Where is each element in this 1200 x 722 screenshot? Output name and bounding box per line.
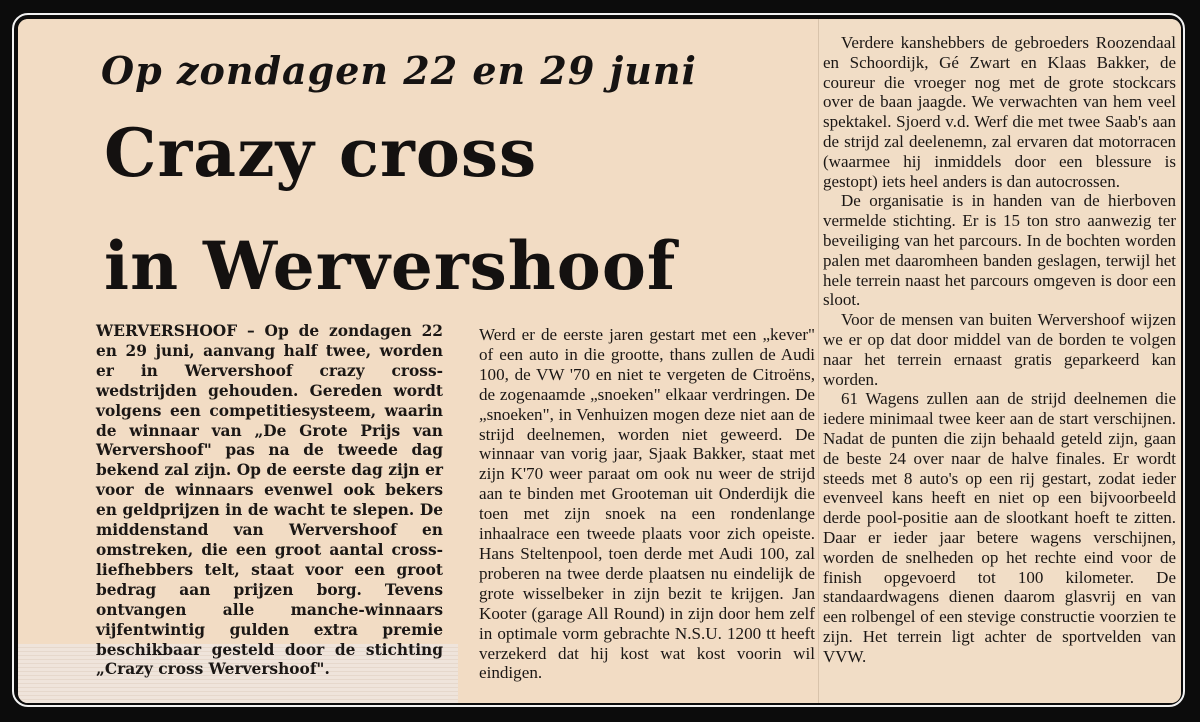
body-paragraph: Verdere kanshebbers de gebroeders Roozendaal en Schoordijk, Gé Zwart en Klaas Bakker, de coureur die vroeger nog met de grote stockcars over de baan jaagde. We verwachten van hem veel spektakel. Sjoerd v.d. Werf die met twee Saab's aan de strijd zal deelenemn, zal ervaren dat motorracen (waarmee hij inmiddels door een blessure is gestopt) iets heel anders is dan autocrossen. bbox=[823, 33, 1176, 191]
body-paragraph: Werd er de eerste jaren gestart met een „kever" of een auto in die grootte, thans zullen de Audi 100, de VW '70 en niet te vergeten de Citroëns, de zogenaamde „snoeken" elkaar verdringen. De „snoeken", in Venhuizen mogen deze niet aan de strijd deelnemen, worden niet geweerd. De winnaar van vorig jaar, Sjaak Bakker, staat met zijn K'70 weer paraat om ook nu weer de strijd aan te binden met Grooteman uit Onderdijk die toen met zijn snoek na een rondenlange inhaalrace een tweede plaats voor zich opeiste. Hans Steltenpool, toen derde met Audi 100, zal proberen na twee derde plaatsen nu eindelijk de grote wisselbeker in zijn bezit te krijgen. Jan Kooter (garage All Round) in zijn door hem zelf in optimale vorm gebrachte N.S.U. 1200 tt heeft verzekerd dat hij kost wat kost voorin wil eindigen. bbox=[479, 325, 815, 683]
article-column-2 bbox=[479, 325, 815, 683]
body-paragraph: De organisatie is in handen van de hierboven vermelde stichting. Er is 15 ton stro aanwezig ter beveiliging van het parcours. In de bochten worden palen met daaromheen banden geslagen, terwijl het hele terrein naast het parcours omgeven is door een sloot. bbox=[823, 191, 1176, 310]
article-kicker: Op zondagen 22 en 29 juni bbox=[101, 48, 697, 93]
headline-line-2: in Wervershoof bbox=[104, 227, 677, 305]
column-divider bbox=[818, 19, 819, 703]
article-column-1 bbox=[96, 322, 443, 680]
newspaper-clipping bbox=[18, 19, 1181, 703]
body-paragraph: 61 Wagens zullen aan de strijd deelnemen die iedere minimaal twee keer aan de start verschijnen. Nadat de punten die zijn behaald geteld zijn, gaan de beste 24 over naar de halve finales. Er wordt steeds met 8 auto's op een rij gestart, zodat ieder evenveel kans heeft en niet op een bijvoorbeeld derde pool-positie aan de slootkant hoeft te zitten. Daar er ieder jaar betere wagens verschijnen, worden de snelheden op het rechte eind voor de finish opgevoerd tot 100 kilometer. De standaardwagens dienen daarom glasvrij en van een rolbengel of een stevige constructie voorzien te zijn. Het terrein ligt achter de sportvelden van VVW. bbox=[823, 389, 1176, 666]
article-column-3 bbox=[823, 33, 1176, 667]
lead-paragraph: WERVERSHOOF – Op de zondagen 22 en 29 juni, aanvang half twee, worden er in Wervershoof crazy cross-wedstrijden gehouden. Gereden wordt volgens een competitiesysteem, waarin de winnaar van „De Grote Prijs van Wervershoof" pas na de tweede dag bekend zal zijn. Op de eerste dag zijn er voor de winnaars evenwel ook bekers en geldprijzen in de wacht te slepen. De middenstand van Wervershoof en omstreken, die een groot aantal cross-liefhebbers telt, staat voor een groot bedrag aan prijzen borg. Tevens ontvangen alle manche-winnaars vijfentwintig gulden extra premie beschikbaar gesteld door de stichting „Crazy cross Wervershoof". bbox=[96, 322, 443, 679]
body-paragraph: Voor de mensen van buiten Wervershoof wijzen we er op dat door middel van de borden te volgen naar het terrein ernaast gratis geparkeerd kan worden. bbox=[823, 310, 1176, 389]
headline-line-1: Crazy cross bbox=[104, 114, 538, 192]
